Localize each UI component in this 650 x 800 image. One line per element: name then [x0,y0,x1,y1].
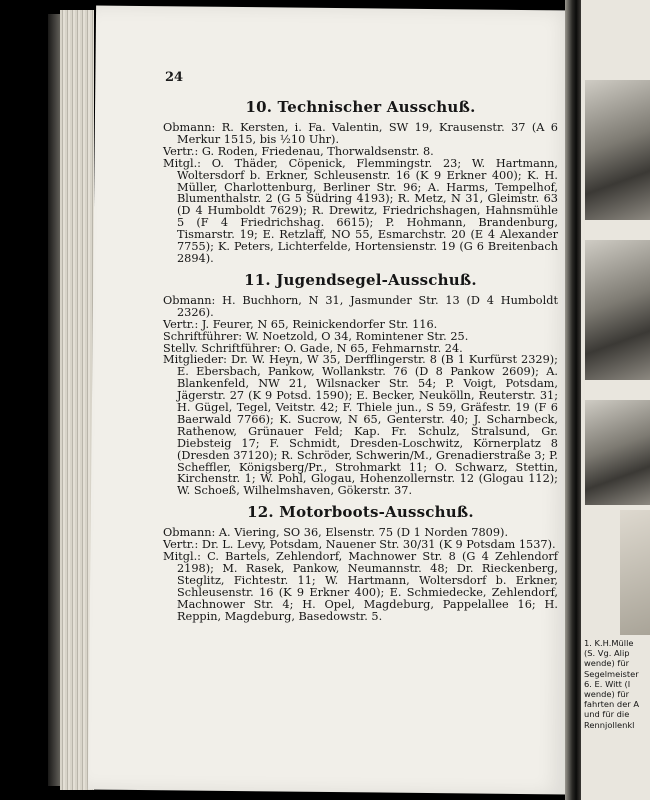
entry-deputy: Vertr.: Dr. L. Levy, Potsdam, Nauener Str. 30/31 (K 9 Potsdam 1537). [163,538,556,552]
page-text [163,92,558,623]
section-technical-committee [163,98,558,265]
section-youth-sailing-committee [163,271,558,497]
section-motorboat-committee [163,503,558,622]
entry-deputy-secretary: Stellv. Schriftführer: O. Gade, N 65, Fehmarnstr. 24. [163,341,463,355]
entry-chairman: Obmann: R. Kersten, i. Fa. Valentin, SW 19, Krausenstr. 37 (A 6 Merkur 1515, bis ½10 Uhr). [163,121,558,146]
entry-members: Mitgl.: O. Thäder, Cöpenick, Flemmingstr. 23; W. Hartmann, Woltersdorf b. Erkner, Schleusenstr. 16 (K 9 Erkner 400); K. H. Müller, Charlottenburg, Berliner Str. 96; A. Harms, Tempelhof, Blumenthalstr. 2 (G 5 Südring 4193); R. Metz, N 31, Gleimstr. 63 (D 4 Humboldt 7629); R. Drewitz, Friedrichshagen, Hahnsmühle 5 (F 4 Friedrichshag. 6615); P. Hohmann, Brandenburg, Tismarstr. 19; E. Retzlaff, NO 55, Esmarchstr. 20 (E 4 Alexander 7755); K. Peters, Lichterfelde, Hortensienstr. 19 (G 6 Breitenbach 2894). [163,156,558,265]
page-number: 24 [165,70,184,85]
book-gutter [565,0,581,800]
caption-line: wende) für [584,689,629,700]
section-heading: 12. Motorboots-Ausschuß. [247,503,474,522]
caption-line: fahrten der A [584,699,640,710]
entry-deputy: Vertr.: J. Feurer, N 65, Reinickendorfer Str. 116. [163,317,438,331]
facing-photo-caption [584,638,650,730]
caption-line: 1. K.H.Mülle [584,638,634,648]
caption-line: (S. Vg. Alip [584,648,630,659]
portrait-photo [585,400,650,505]
caption-line: wende) für [584,658,629,669]
entry-chairman: Obmann: A. Viering, SO 36, Elsenstr. 75 (D 1 Norden 7809). [163,526,509,540]
portrait-photo [585,80,650,220]
entry-secretary: Schriftführer: W. Noetzold, O 34, Romintener Str. 25. [163,329,469,343]
entry-members: Mitglieder: Dr. W. Heyn, W 35, Derfflingerstr. 8 (B 1 Kurfürst 2329); E. Ebersbach, Pankow, Wollankstr. 76 (D 8 Pankow 2609); A. Blankenfeld, NW 21, Wilsnacker Str. 54; P. Voigt, Potsdam, Jägerstr. 27 (K 9 Potsd. 1590); E. Becker, Neukölln, Reuterstr. 31; H. Gügel, Tegel, Veitstr. 42; F. Thiele jun., S 59, Gräfestr. 19 (F 6 Baerwald 7766); K. Sucrow, N 65, Genterstr. 40; J. Scharnbeck, Rathenow, Grünauer Feld; Kap. Fr. Schulz, Stralsund, Gr. Diebsteig 17; F. Schmidt, Dresden-Loschwitz, Körnerplatz 8 (Dresden 37120); R. Schröder, Schwerin/M., Grenadierstraße 3; P. Scheffler, Königsberg/Pr., Strohmarkt 11; O. Schwarz, Stettin, Kirchenstr. 1; W. Pohl, Glogau, Hohenzollernstr. 12 (Glogau 112); W. Schoeß, Wilhelmshaven, Gökerstr. 37. [163,353,558,498]
section-heading: 11. Jugendsegel-Ausschuß. [244,270,477,289]
entry-chairman: Obmann: H. Buchhorn, N 31, Jasmunder Str. 13 (D 4 Humboldt 2326). [163,293,558,319]
entry-members: Mitgl.: C. Bartels, Zehlendorf, Machnower Str. 8 (G 4 Zehlendorf 2198); M. Rasek, Pankow, Neumannstr. 48; Dr. Rieckenberg, Steglitz, Fichtestr. 11; W. Hartmann, Woltersdorf b. Erkner, Schleusenstr. 16 (K 9 Erkner 400); E. Schmiedecke, Zehlendorf, Machnower Str. 4; H. Opel, Magdeburg, Pappelallee 16; H. Reppin, Magdeburg, Basedowstr. 5. [163,550,558,623]
photo-fragment [620,510,650,635]
caption-line: Segelmeister [584,668,639,679]
portrait-photo [585,240,650,380]
entry-deputy: Vertr.: G. Roden, Friedenau, Thorwaldsenstr. 8. [163,144,434,158]
caption-line: 6. E. Witt (I [584,678,631,689]
caption-line: und für die [584,709,630,720]
section-heading: 10. Technischer Ausschuß. [245,98,476,116]
caption-line: Rennjollenkl [584,719,635,730]
